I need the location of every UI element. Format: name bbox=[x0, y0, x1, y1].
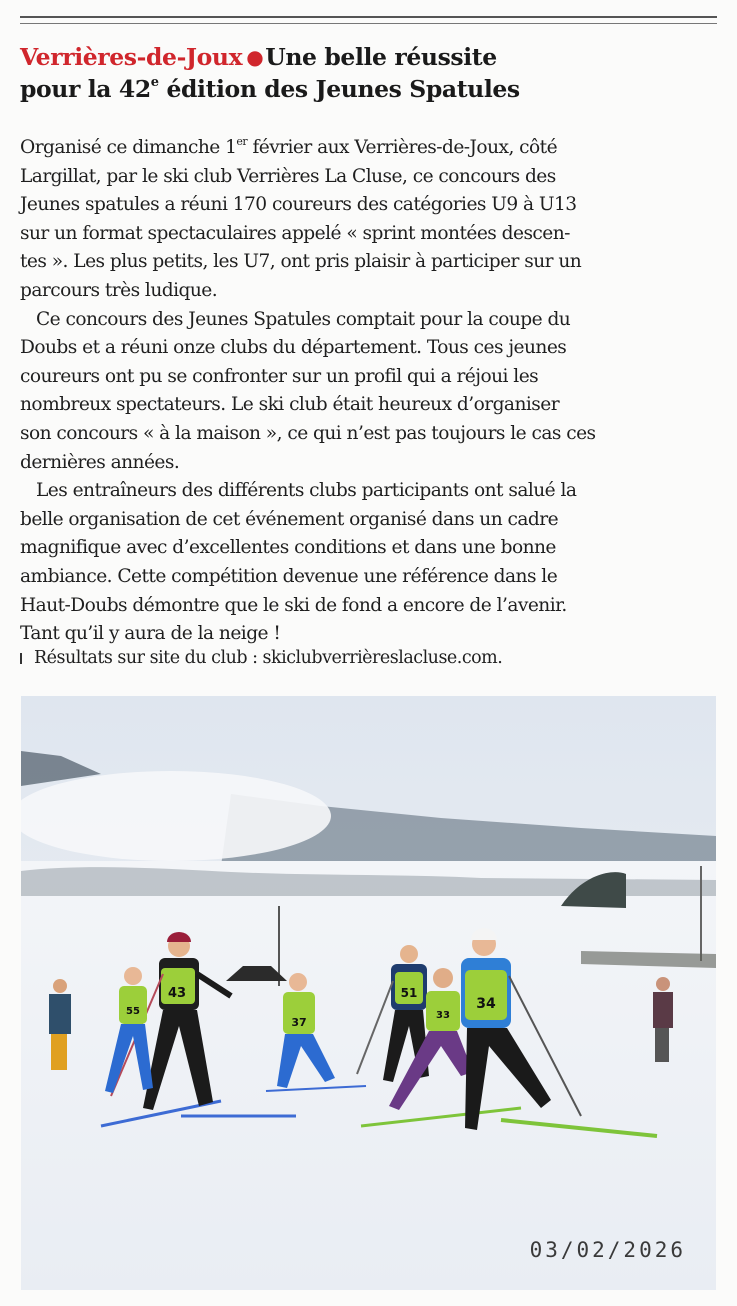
text-line: Tant qu’il y aura de la neige ! bbox=[20, 623, 281, 645]
text-line: tes ». Les plus petits, les U7, ont pris plaisir à participer sur un bbox=[20, 251, 582, 273]
results-marker-icon bbox=[20, 653, 22, 664]
bib-number: 33 bbox=[436, 1010, 450, 1021]
text-line: magnifique avec d’excellentes conditions et dans une bonne bbox=[20, 537, 556, 559]
text-line: ambiance. Cette compétition devenue une référence dans le bbox=[20, 565, 558, 587]
text-line: dernières années. bbox=[20, 451, 180, 473]
headline-ordinal-suffix: e bbox=[150, 75, 159, 91]
headline-line-1 bbox=[20, 42, 720, 74]
headline-title-part-2: pour la 42 bbox=[20, 75, 151, 103]
text-line: Jeunes spatules a réuni 170 coureurs des catégories U9 à U13 bbox=[20, 194, 577, 216]
text-line: Haut-Doubs démontre que le ski de fond a encore de l’avenir. bbox=[20, 594, 567, 616]
text-line: parcours très ludique. bbox=[20, 279, 218, 301]
text-line: Largillat, par le ski club Verrières La Cluse, ce concours des bbox=[20, 165, 556, 187]
article-paragraph-2 bbox=[20, 306, 720, 478]
bib-number: 34 bbox=[476, 996, 496, 1012]
photo-date-stamp: 03/02/2026 bbox=[529, 1238, 686, 1262]
top-rule bbox=[20, 16, 717, 18]
text-line: sur un format spectaculaires appelé « sprint montées descen- bbox=[20, 222, 570, 244]
top-rule-thin bbox=[20, 23, 717, 24]
text-line: nombreux spectateurs. Le ski club était heureux d’organiser bbox=[20, 394, 560, 416]
headline-bullet: ● bbox=[246, 45, 264, 69]
article-paragraph-3 bbox=[20, 477, 720, 649]
bib-number: 55 bbox=[126, 1006, 140, 1017]
headline-title-part-3: édition des Jeunes Spatules bbox=[158, 75, 520, 103]
text-line: son concours « à la maison », ce qui n’est pas toujours le cas ces bbox=[20, 422, 596, 444]
snow-field bbox=[21, 861, 716, 1290]
text-fragment: Organisé ce dimanche 1 bbox=[20, 137, 237, 158]
results-note bbox=[20, 646, 720, 670]
headline-line-2 bbox=[20, 74, 720, 105]
text-line: belle organisation de cet événement organisé dans un cadre bbox=[20, 508, 559, 530]
ski-race-illustration bbox=[21, 696, 716, 1290]
text-line: Ce concours des Jeunes Spatules comptait pour la coupe du bbox=[36, 308, 571, 330]
mist bbox=[21, 771, 331, 861]
text-line: coureurs ont pu se confronter sur un profil qui a réjoui les bbox=[20, 365, 539, 387]
article-body bbox=[20, 134, 720, 649]
headline-location: Verrières-de-Joux bbox=[20, 43, 243, 71]
text-line bbox=[20, 134, 720, 163]
results-text: Résultats sur site du club : skiclubverrièreslacluse.com. bbox=[34, 648, 503, 668]
bib-number: 43 bbox=[167, 986, 187, 1001]
text-fragment: février aux Verrières-de-Joux, côté bbox=[247, 137, 558, 158]
article-headline bbox=[20, 42, 720, 105]
article-photo bbox=[21, 696, 716, 1290]
text-line: Doubs et a réuni onze clubs du département. Tous ces jeunes bbox=[20, 337, 567, 359]
ordinal-suffix: er bbox=[236, 134, 248, 148]
article-paragraph-1 bbox=[20, 134, 720, 306]
headline-title-part-1: Une belle réussite bbox=[265, 43, 497, 71]
text-line: Les entraîneurs des différents clubs participants ont salué la bbox=[36, 480, 577, 502]
bib-number: 51 bbox=[400, 986, 418, 1000]
bib-number: 37 bbox=[291, 1016, 307, 1029]
